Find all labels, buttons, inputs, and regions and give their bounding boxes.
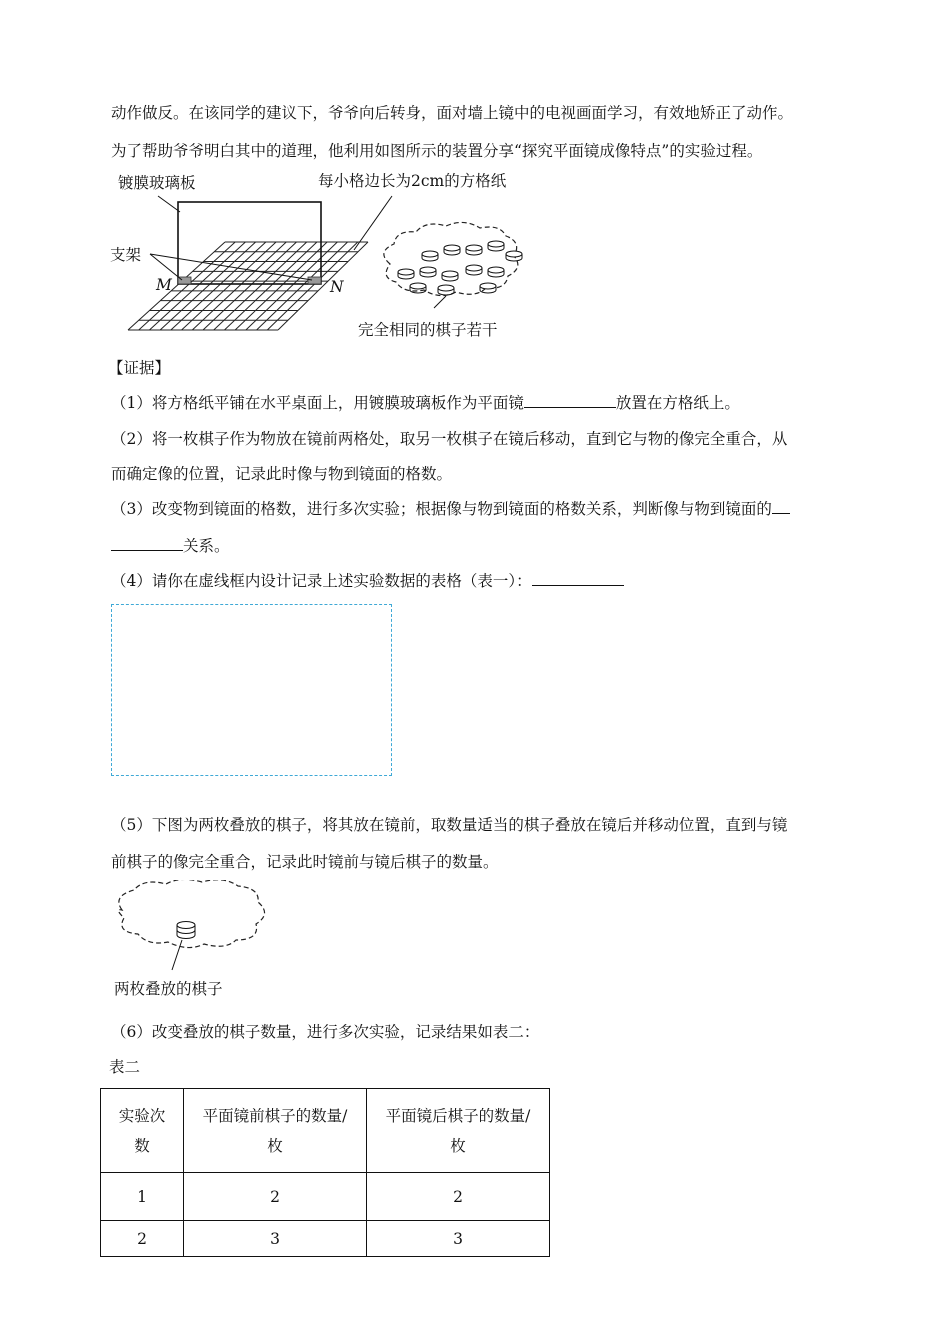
table-header-row [101,1089,550,1173]
step-1-text-b: 放置在方格纸上。 [615,394,740,412]
chess-piece [398,269,414,275]
chess-piece [488,267,504,273]
step-2-line-2: 而确定像的位置，记录此时像与物到镜面的格数。 [111,465,453,483]
table-cell: 2 [184,1173,367,1221]
header-front-line-2: 枚 [267,1136,283,1155]
header-cell-back [367,1089,550,1173]
grid-line [139,242,235,330]
table-caption: 表二 [109,1058,141,1076]
header-trial-line-2: 数 [134,1136,150,1155]
chess-piece [438,285,454,291]
point-n-label: N [330,278,344,296]
step-2-line-1: （2）将一枚棋子作为物放在镜前两格处，取另一枚棋子在镜后移动，直到它与物的像完全重合，从 [111,430,788,448]
step-1 [111,393,740,413]
header-back-line-2: 枚 [450,1136,466,1155]
step-5-line-2: 前棋子的像完全重合，记录此时镜前与镜后棋子的数量。 [111,853,499,871]
step-4-text: （4）请你在虚线框内设计记录上述实验数据的表格（表一）： [111,572,532,590]
apparatus-diagram [100,168,540,343]
header-cell-trial [101,1089,184,1173]
apparatus-figure [100,168,540,343]
grid-line [171,242,266,330]
paragraph-line-2: 为了帮助爷爷明白其中的道理，他利用如图所示的装置分享“探究平面镜成像特点”的实验过程。 [111,142,763,160]
step-3-blank-b[interactable] [111,536,183,551]
header-back-line-1: 平面镜后棋子的数量/ [385,1106,531,1125]
chess-label: 完全相同的棋子若干 [358,321,498,339]
chess-piece [410,283,426,289]
chess-pieces [398,241,522,295]
step-4 [111,571,624,591]
header-trial-line-1: 实验次 [118,1106,166,1125]
grid-line [203,242,297,330]
step-5-line-1: （5）下图为两枚叠放的棋子，将其放在镜前，取数量适当的棋子叠放在镜后并移动位置，直到与镜 [111,816,788,834]
chess-piece [506,251,522,257]
chess-piece [420,267,436,273]
chess-piece [422,251,438,257]
stacked-chess-figure [108,880,283,1000]
point-m-label: M [156,276,172,294]
table-cell: 3 [367,1221,550,1257]
grid-line [192,242,286,330]
step-4-blank[interactable] [532,571,624,586]
glass-leader [158,196,180,212]
chess-piece [444,245,460,251]
chess-cloud [384,222,518,295]
header-cell-front [184,1089,367,1173]
step-1-blank[interactable] [524,393,616,408]
stand-label: 支架 [110,246,142,264]
header-front-line-1: 平面镜前棋子的数量/ [202,1106,348,1125]
glass-label: 镀膜玻璃板 [118,174,196,192]
paragraph-line-1: 动作做反。在该同学的建议下，爷爷向后转身，面对墙上镜中的电视画面学习，有效地矫正了动作。 [111,104,794,122]
chess-leader [434,296,446,308]
step-3-blank-a[interactable] [772,499,790,514]
grid-label: 每小格边长为2cm的方格纸 [318,172,507,190]
table-design-box[interactable] [111,604,392,776]
chess-piece [466,245,482,251]
table-row [101,1221,550,1257]
table-cell: 2 [101,1221,184,1257]
step-3-text-b: 关系。 [183,537,230,555]
step-3-line-2 [111,536,230,556]
grid-line [128,242,225,330]
grid-leader [354,196,392,250]
stacked-piece [177,922,195,939]
chess-piece [466,265,482,271]
table-cell: 2 [367,1173,550,1221]
grid-line [160,242,256,330]
step-3-line-1 [111,499,790,519]
chess-piece [488,241,504,247]
stand-n [308,277,321,284]
step-3-text-a: （3）改变物到镜面的格数，进行多次实验；根据像与物到镜面的格数关系，判断像与物到镜面的 [111,500,772,518]
step-1-text-a: （1）将方格纸平铺在水平桌面上，用镀膜玻璃板作为平面镜 [111,394,524,412]
results-table [100,1088,550,1257]
chess-piece [480,283,496,289]
section-title: 【证据】 [108,359,171,377]
step-6: （6）改变叠放的棋子数量，进行多次实验，记录结果如表二： [111,1023,540,1041]
chess-piece [442,271,458,277]
grid-line [182,242,276,330]
table-cell: 3 [184,1221,367,1257]
table-cell: 1 [101,1173,184,1221]
stacked-chess-label: 两枚叠放的棋子 [114,980,223,998]
table-row [101,1173,550,1221]
stand-leader-2 [150,254,312,280]
